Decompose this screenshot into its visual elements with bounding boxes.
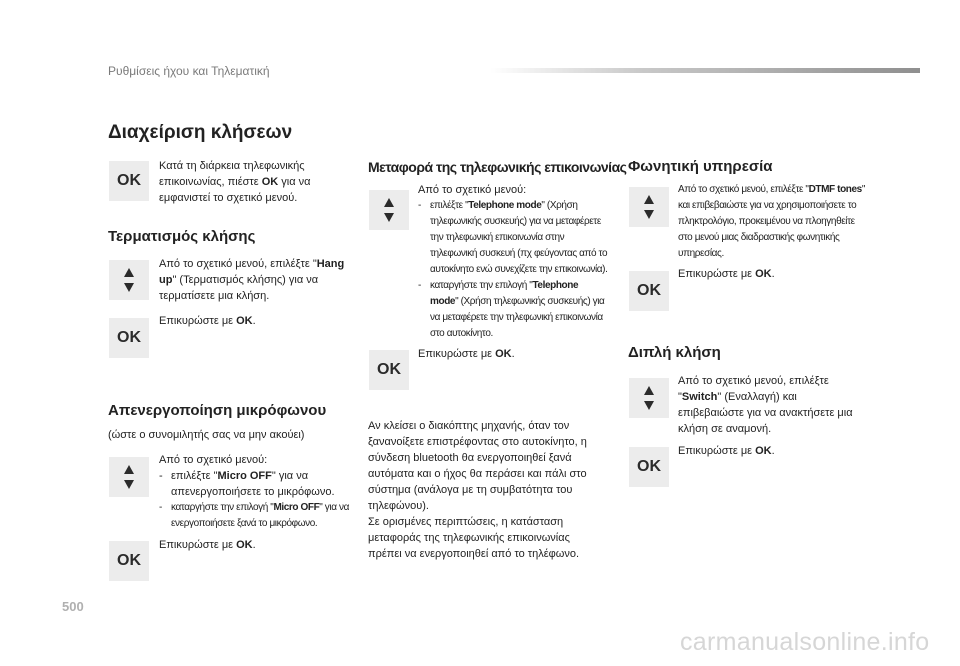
arrow-down-icon <box>644 210 654 219</box>
transfer-confirm: Επικυρώστε με OK. <box>418 348 515 360</box>
ok-label: OK <box>117 329 141 346</box>
arrow-down-icon <box>124 480 134 489</box>
call-management-title: Διαχείριση κλήσεων <box>108 122 293 143</box>
ok-button <box>109 318 149 358</box>
ok-label: OK <box>637 282 661 299</box>
transfer-note: Αν κλείσει ο διακόπτης μηχανής, όταν τον ξανανοίξετε επιστρέφοντας στο αυτοκίνητο, η σύνδεση bluetooth θα ενεργοποιηθεί ξανά αυτόματα και ο ήχος θα περάσει και πάλι στο σύστημα (ανάλογα με τη συμβατότητα του τηλεφώνου). Σε ορισμένες περιπτώσεις, η κατάσταση μεταφοράς της τηλεφωνικής επικοινωνίας πρέπει να ενεργοποιηθεί από το τηλέφωνο. <box>368 420 587 560</box>
transfer-item-car: - καταργήστε την επιλογή "Telephone mode" (Χρήση τηλεφωνικής συσκευής) για να μεταφέρετε την τηλεφωνική επικοινωνία στο αυτοκίνητο. <box>418 280 605 339</box>
mute-confirm: Επικυρώστε με OK. <box>159 539 256 551</box>
mute-menu-line: Από το σχετικό μενού: <box>159 454 268 466</box>
end-call-confirm: Επικυρώστε με OK. <box>159 315 256 327</box>
voice-service-title: Φωνητική υπηρεσία <box>628 158 773 175</box>
call-management-intro: Κατά τη διάρκεια τηλεφωνικής επικοινωνίας, πιέστε OK για να εμφανιστεί το σχετικό μενού. <box>159 160 311 204</box>
end-call-step: Από το σχετικό μενού, επιλέξτε "Hang up" (Τερματισμός κλήσης) για να τερματίσετε μια κλήση. <box>159 258 345 302</box>
header-bar <box>490 68 920 73</box>
ok-label: OK <box>117 172 141 189</box>
end-call-title: Τερματισμός κλήσης <box>108 228 256 245</box>
up-down-arrows-button <box>369 190 409 230</box>
arrow-up-icon <box>644 386 654 395</box>
mute-subtitle: (ώστε ο συνομιλητής σας να μην ακούει) <box>108 429 305 441</box>
ok-button <box>629 447 669 487</box>
ok-label: OK <box>117 552 141 569</box>
arrow-up-icon <box>124 268 134 277</box>
voice-service-confirm: Επικυρώστε με OK. <box>678 268 775 280</box>
arrow-up-icon <box>644 195 654 204</box>
transfer-title: Μεταφορά της τηλεφωνικής επικοινωνίας <box>368 159 627 175</box>
arrow-down-icon <box>384 213 394 222</box>
up-down-arrows-button <box>629 187 669 227</box>
up-down-arrows-button <box>629 378 669 418</box>
ok-button <box>109 161 149 201</box>
double-call-step: Από το σχετικό μενού, επιλέξτε "Switch" (Εναλλαγή) και επιβεβαιώστε για να ανακτήσετε μια κλήση σε αναμονή. <box>678 375 853 435</box>
double-call-confirm: Επικυρώστε με OK. <box>678 445 775 457</box>
transfer-menu-line: Από το σχετικό μενού: <box>418 184 527 196</box>
arrow-up-icon <box>124 465 134 474</box>
arrow-up-icon <box>384 198 394 207</box>
ok-button <box>369 350 409 390</box>
arrow-down-icon <box>644 401 654 410</box>
up-down-arrows-button <box>109 260 149 300</box>
ok-button <box>109 541 149 581</box>
transfer-item-phone: - επιλέξτε "Telephone mode" (Χρήση τηλεφωνικής συσκευής) για να μεταφέρετε την τηλεφωνική επικοινωνία στην τηλεφωνική συσκευή (πχ φεύγοντας από το αυτοκίνητο ενώ συνεχίζετε την επικοινωνία). <box>418 200 608 275</box>
voice-service-step: Από το σχετικό μενού, επιλέξτε "DTMF tones" και επιβεβαιώστε για να χρησιμοποιήσετε το πληκτρολόγιο, προκειμένου να πλοηγηθείτε στο μενού μιας διαδραστικής φωνητικής υπηρεσίας. <box>678 184 865 259</box>
mute-item-on: - καταργήστε την επιλογή "Micro OFF" για να ενεργοποιήσετε ξανά το μικρόφωνο. <box>159 502 349 529</box>
ok-label: OK <box>637 458 661 475</box>
up-down-arrows-button <box>109 457 149 497</box>
double-call-title: Διπλή κλήση <box>628 344 721 361</box>
mute-title: Απενεργοποίηση μικρόφωνου <box>108 402 327 419</box>
footer-watermark: carmanualsonline.info <box>680 628 930 656</box>
ok-button <box>629 271 669 311</box>
ok-label: OK <box>377 361 401 378</box>
mute-item-off: - επιλέξτε "Micro OFF" για να απενεργοποιήσετε το μικρόφωνο. <box>159 470 335 498</box>
mute-steps <box>159 452 354 532</box>
arrow-down-icon <box>124 283 134 292</box>
page-number: 500 <box>62 599 84 614</box>
header-title: Ρυθμίσεις ήχου και Τηλεματική <box>108 64 270 78</box>
transfer-steps <box>418 182 608 342</box>
